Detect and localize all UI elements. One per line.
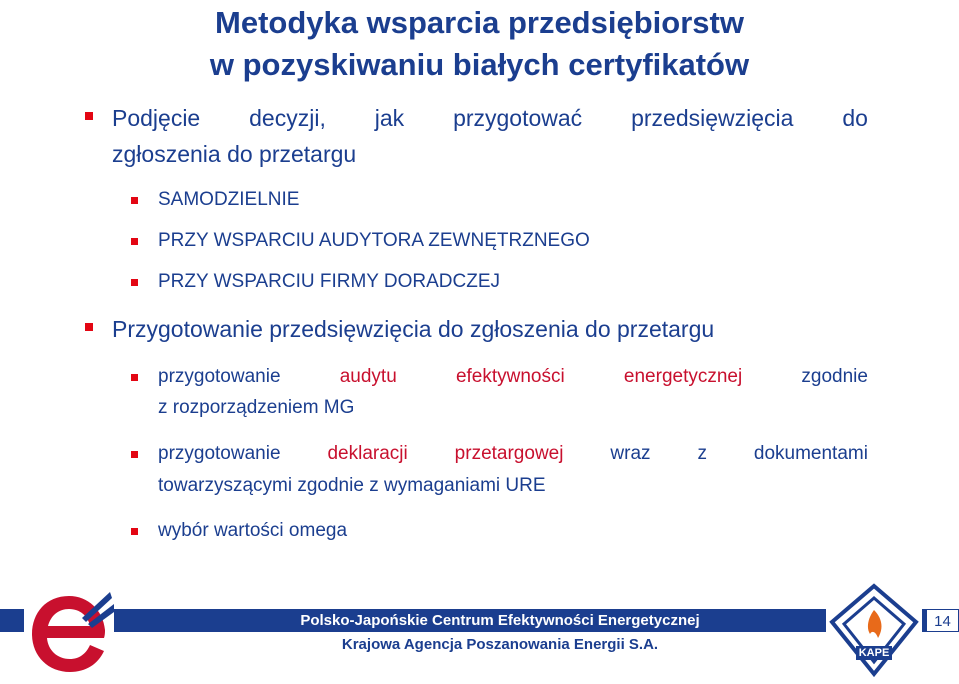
word: Podjęcie	[112, 105, 201, 131]
item-declaration-line2: towarzyszącymi zgodnie z wymaganiami URE	[158, 475, 546, 496]
item-audit-line2: z rozporządzeniem MG	[158, 397, 355, 418]
sub-bullet-square-icon	[131, 451, 138, 458]
word: decyzji,	[249, 105, 326, 131]
word-highlight: przetargowej	[454, 443, 564, 464]
word: z	[697, 443, 707, 464]
word: przedsięwzięcia	[631, 105, 794, 131]
word-highlight: energetycznej	[623, 366, 743, 387]
word: przygotować	[453, 105, 583, 131]
option-auditor: PRZY WSPARCIU AUDYTORA ZEWNĘTRZNEGO	[158, 230, 590, 251]
word-highlight: efektywności	[455, 366, 565, 387]
slide-title	[0, 2, 959, 86]
word: przygotowanie	[158, 443, 281, 464]
sub-bullet-square-icon	[131, 197, 138, 204]
item-declaration-line1	[158, 441, 868, 467]
bullet-square-icon	[85, 323, 93, 331]
page-number: 14	[926, 609, 959, 632]
slide-title-line1: Metodyka wsparcia przedsiębiorstw	[215, 5, 744, 40]
kape-logo-icon	[826, 582, 922, 678]
sub-bullet-square-icon	[131, 528, 138, 535]
word: do	[842, 105, 868, 131]
bullet-decision-line1	[112, 102, 868, 134]
word-highlight: deklaracji	[327, 443, 408, 464]
bullet-preparation-heading: Przygotowanie przedsięwzięcia do zgłoszenia do przetargu	[112, 316, 715, 342]
e-logo-icon	[24, 588, 114, 678]
word: zgodnie	[801, 366, 868, 387]
footer-center-name: Polsko-Japońskie Centrum Efektywności Energetycznej	[300, 612, 700, 629]
option-consulting-firm: PRZY WSPARCIU FIRMY DORADCZEJ	[158, 271, 501, 292]
bullet-decision-line2: zgłoszenia do przetargu	[112, 141, 357, 167]
footer-agency-name: Krajowa Agencja Poszanowania Energii S.A.	[341, 636, 659, 653]
item-audit-line1	[158, 364, 868, 390]
kape-logo-text: KAPE	[858, 647, 890, 659]
word: wraz	[610, 443, 651, 464]
item-omega: wybór wartości omega	[158, 520, 348, 541]
slide-title-line2: w pozyskiwaniu białych certyfikatów	[209, 47, 750, 82]
word: jak	[374, 105, 405, 131]
sub-bullet-square-icon	[131, 238, 138, 245]
word-highlight: audytu	[339, 366, 397, 387]
option-samodzielnie: SAMODZIELNIE	[158, 189, 300, 210]
word: przygotowanie	[158, 366, 281, 387]
sub-bullet-square-icon	[131, 374, 138, 381]
sub-bullet-square-icon	[131, 279, 138, 286]
word: dokumentami	[753, 443, 868, 464]
bullet-square-icon	[85, 112, 93, 120]
